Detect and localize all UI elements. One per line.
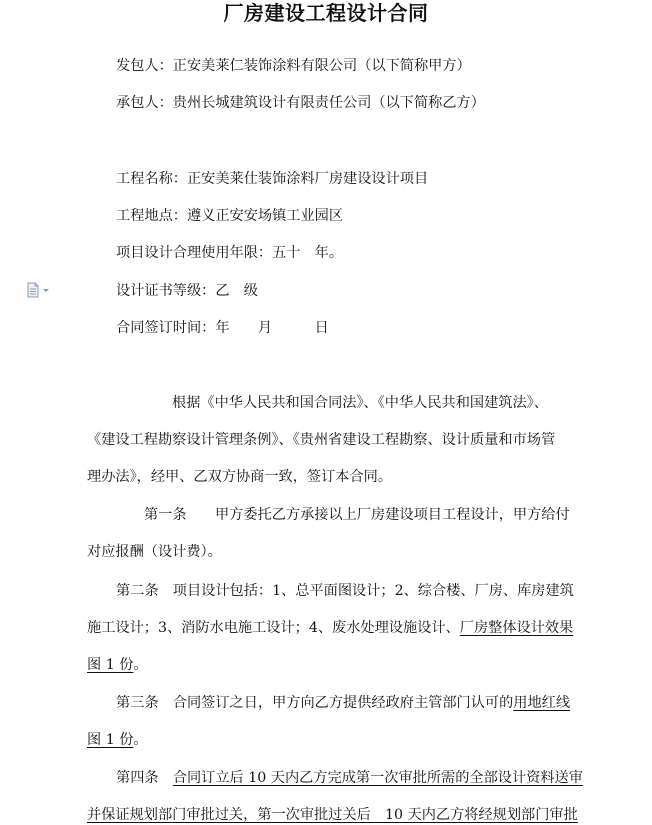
article3-line-2	[87, 730, 148, 750]
project-name-line: 工程名称：正安美莱仕装饰涂料厂房建设设计项目	[116, 171, 429, 187]
article1-line-1: 第一条 甲方委托乙方承接以上厂房建设项目工程设计，甲方给付	[144, 507, 570, 523]
preamble-line-1: 根据《中华人民共和国合同法》、《中华人民共和国建筑法》、	[172, 395, 548, 411]
article4-underlined-tail: 并保证规划部门审批过关，第一次审批过关后 10 天内乙方将经规划部门审批	[87, 807, 578, 823]
article2-underlined-tail: 图 1 份	[87, 657, 134, 673]
article1-line-2: 对应报酬（设计费）。	[87, 544, 222, 560]
article2-line-1: 第二条 项目设计包括：1、总平面图设计；2、综合楼、厂房、库房建筑	[116, 583, 574, 599]
article2-line-2-text: 施工设计；3、消防水电施工设计；4、废水处理设施设计、	[87, 620, 460, 636]
article2-underlined-text: 厂房整体设计效果	[459, 620, 574, 636]
sign-time-line: 合同签订时间：年 月 日	[116, 320, 329, 336]
article4-line-2	[87, 805, 578, 825]
project-location-line: 工程地点：遵义正安安场镇工业园区	[116, 208, 344, 224]
employer-line: 发包人：正安美莱仁装饰涂料有限公司（以下简称甲方）	[116, 58, 471, 74]
preamble-line-3: 理办法》，经甲、乙双方协商一致，签订本合同。	[87, 469, 393, 485]
article2-line-2	[87, 618, 573, 638]
service-life-line: 项目设计合理使用年限：五十 年。	[116, 245, 344, 261]
document-title: 厂房建设工程设计合同	[223, 1, 429, 25]
cert-level-line: 设计证书等级：乙 级	[116, 283, 258, 299]
document-dropdown-icon[interactable]	[26, 282, 52, 298]
contractor-line: 承包人：贵州长城建筑设计有限责任公司（以下简称乙方）	[116, 95, 485, 111]
article4-heading: 第四条	[116, 770, 173, 786]
article3-text: 第三条 合同签订之日，甲方向乙方提供经政府主管部门认可的	[116, 695, 514, 711]
article3-underlined-text: 用地红线	[513, 695, 571, 711]
preamble-line-2: 《建设工程勘察设计管理条例》、《贵州省建设工程勘察、设计质量和市场管	[87, 432, 556, 448]
article3-underlined-tail: 图 1 份	[87, 732, 134, 748]
article2-period: 。	[133, 657, 148, 673]
article4-underlined-text: 合同订立后 10 天内乙方完成第一次审批所需的全部设计资料送审	[172, 770, 583, 786]
article3-line-1	[116, 693, 570, 713]
article4-line-1	[116, 768, 583, 788]
article2-line-3	[87, 655, 148, 675]
article3-period: 。	[133, 732, 148, 748]
